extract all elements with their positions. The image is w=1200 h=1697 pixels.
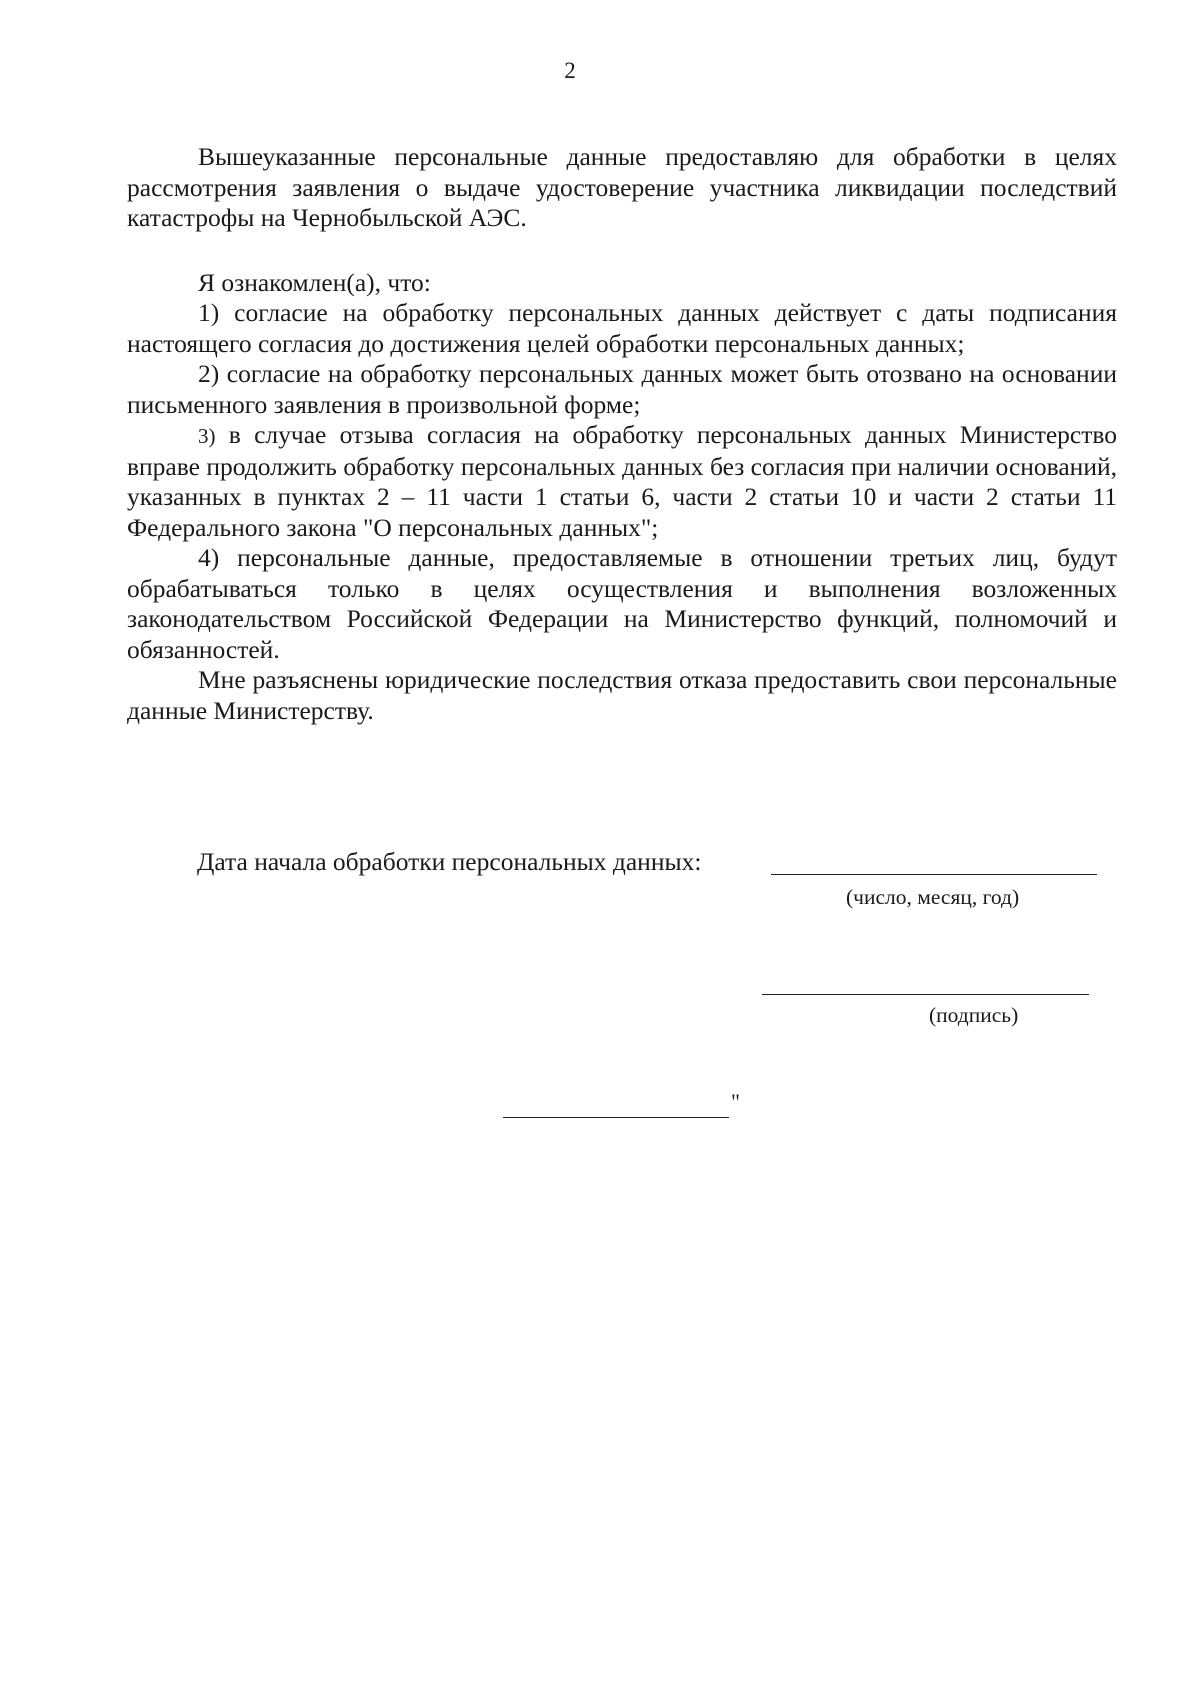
signature-caption: (подпись) bbox=[929, 1003, 1019, 1027]
paragraph-consequences: Мне разъяснены юридические последствия отказа предоставить свои персональные данные Министерству. bbox=[127, 665, 1117, 725]
date-field-caption: (число, месяц, год) bbox=[846, 885, 1020, 909]
list-item-3 bbox=[127, 420, 1117, 543]
list-item-3-text: в случае отзыва согласия на обработку персональных данных Министерство вправе продолжить обработку персональных данных без согласия при наличии оснований, указанных в пунктах 2 – 11 части 1 статьи 6, части 2 статьи 10 и части 2 статьи 11 Федерального закона "О персональных данных"; bbox=[127, 420, 1117, 542]
date-field-label: Дата начала обработки персональных данных: bbox=[197, 847, 702, 876]
list-item-4: 4) персональные данные, предоставляемые в отношении третьих лиц, будут обрабатываться только в целях осуществления и выполнения возложенных законодательством Российской Федерации на Министерство функций, полномочий и обязанностей. bbox=[127, 543, 1117, 664]
date-input-line[interactable] bbox=[771, 874, 1097, 875]
list-item-2: 2) согласие на обработку персональных данных может быть отозвано на основании письменного заявления в произвольной форме; bbox=[127, 359, 1117, 419]
document-body bbox=[127, 142, 1117, 726]
list-item-1: 1) согласие на обработку персональных данных действует с даты подписания настоящего согласия до достижения целей обработки персональных данных; bbox=[127, 298, 1117, 358]
end-quote-mark: " bbox=[731, 1089, 740, 1114]
end-underline bbox=[503, 1117, 729, 1118]
paragraph-purpose: Вышеуказанные персональные данные предоставляю для обработки в целях рассмотрения заявления о выдаче удостоверение участника ликвидации последствий катастрофы на Чернобыльской АЭС. bbox=[127, 142, 1117, 232]
list-item-3-number: 3) bbox=[198, 424, 216, 448]
paragraph-intro: Я ознакомлен(а), что: bbox=[198, 267, 431, 297]
signature-input-line[interactable] bbox=[762, 994, 1089, 995]
page-number: 2 bbox=[564, 58, 576, 83]
